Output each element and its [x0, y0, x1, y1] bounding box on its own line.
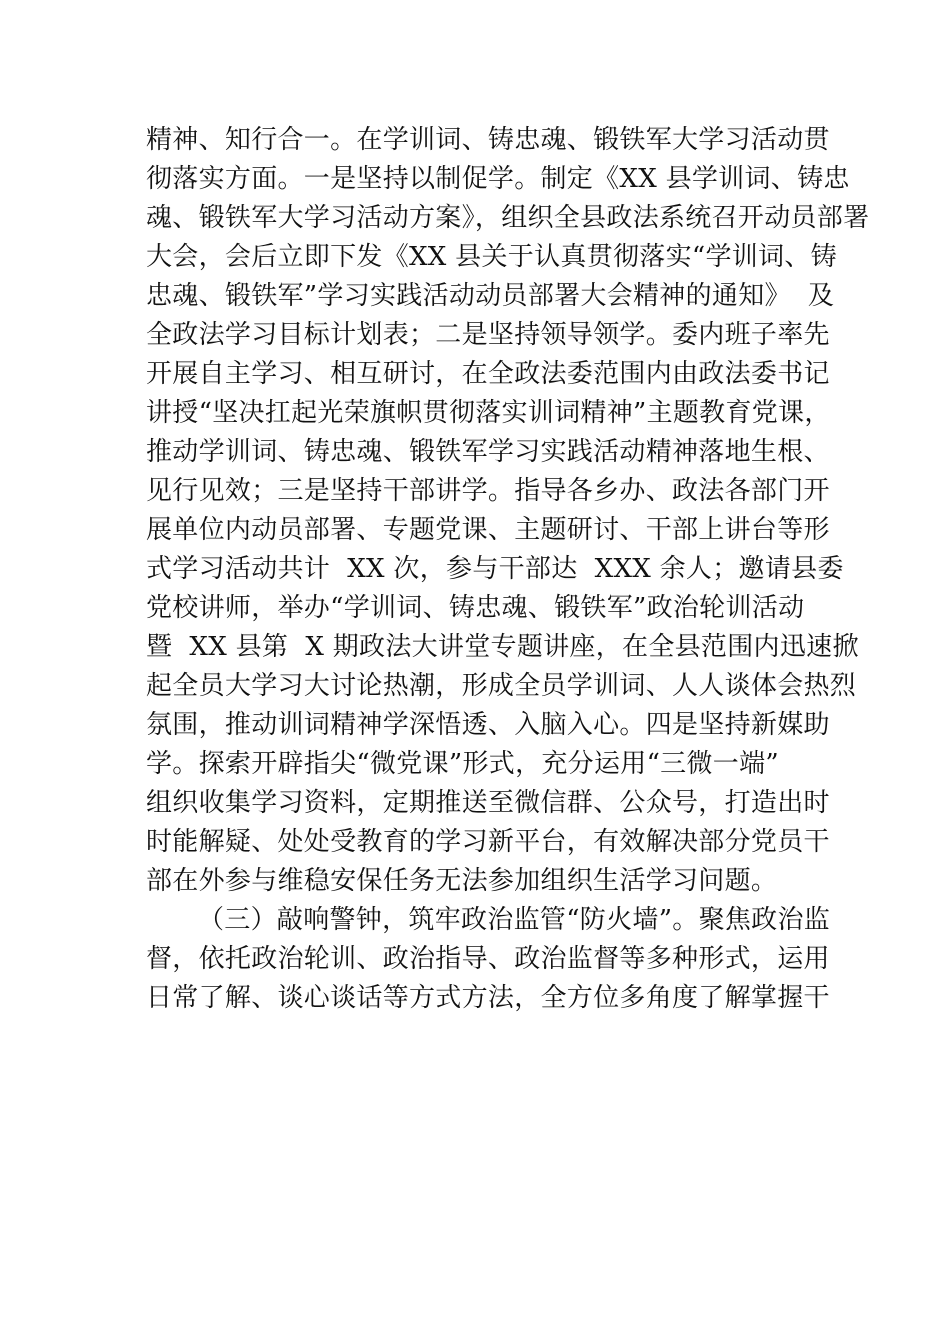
text-line: 起全员大学习大讨论热潮，形成全员学训词、人人谈体会热烈 — [146, 671, 857, 701]
text-line: 魂、锻铁军大学习活动方案》，组织全县政法系统召开动员部署 — [146, 203, 870, 233]
text-line: 督，依托政治轮训、政治指导、政治监督等多种形式，运用 — [146, 944, 830, 974]
body-text — [146, 121, 870, 1018]
text-line: 推动学训词、铸忠魂、锻铁军学习实践活动精神落地生根、 — [146, 437, 830, 467]
text-line: 氛围，推动训词精神学深悟透、入脑入心。四是坚持新媒助 — [146, 710, 830, 740]
paragraph-1 — [146, 121, 870, 901]
text-line: 日常了解、谈心谈话等方式方法，全方位多角度了解掌握干 — [146, 983, 830, 1013]
text-line: 展单位内动员部署、专题党课、主题研讨、干部上讲台等形 — [146, 515, 830, 545]
text-line: 大会，会后立即下发《XX 县关于认真贯彻落实“学训词、铸 — [146, 242, 837, 272]
text-line: 全政法学习目标计划表；二是坚持领导领学。委内班子率先 — [146, 320, 830, 350]
text-line: 学。探索开辟指尖“微党课”形式，充分运用“三微一端” — [146, 749, 779, 779]
text-line: 组织收集学习资料，定期推送至微信群、公众号，打造出时 — [146, 788, 830, 818]
text-line: 忠魂、锻铁军”学习实践活动动员部署大会精神的通知》 及 — [146, 281, 835, 311]
text-line: （三）敲响警钟，筑牢政治监管“防火墙”。聚焦政治监 — [198, 905, 831, 935]
text-line: 式学习活动共计 XX 次，参与干部达 XXX 余人；邀请县委 — [146, 554, 844, 584]
text-line: 见行见效；三是坚持干部讲学。指导各乡办、政法各部门开 — [146, 476, 830, 506]
paragraph-2 — [146, 901, 831, 1018]
text-line: 讲授“坚决扛起光荣旗帜贯彻落实训词精神”主题教育党课， — [146, 398, 831, 428]
text-line: 开展自主学习、相互研讨，在全政法委范围内由政法委书记 — [146, 359, 830, 389]
text-line: 暨 XX 县第 X 期政法大讲堂专题讲座，在全县范围内迅速掀 — [146, 632, 859, 662]
text-line: 部在外参与维稳安保任务无法参加组织生活学习问题。 — [146, 866, 778, 896]
text-line: 党校讲师，举办“学训词、铸忠魂、锻铁军”政治轮训活动 — [146, 593, 805, 623]
text-line: 时能解疑、处处受教育的学习新平台，有效解决部分党员干 — [146, 827, 830, 857]
text-line: 精神、知行合一。在学训词、铸忠魂、锻铁军大学习活动贯 — [146, 125, 830, 155]
text-line: 彻落实方面。一是坚持以制促学。制定《XX 县学训词、铸忠 — [146, 164, 850, 194]
